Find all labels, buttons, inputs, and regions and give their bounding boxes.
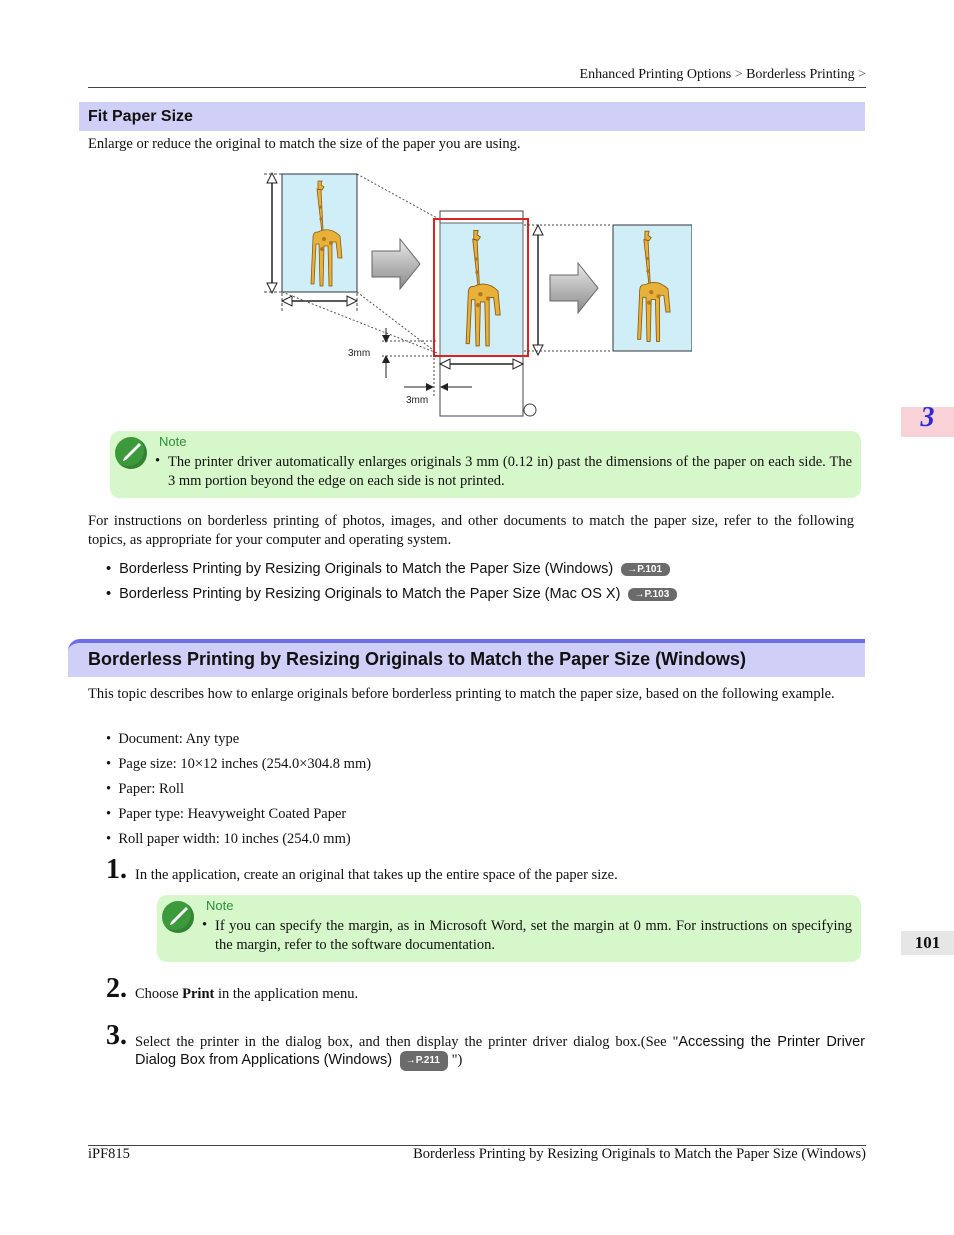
instructions-text: For instructions on borderless printing of photos, images, and other documents to match the paper size, refer to the following topics, as appropriate for your computer and operating system. (88, 513, 854, 548)
breadcrumb-separator: > (858, 67, 866, 82)
note-text: If you can specify the margin, as in Microsoft Word, set the margin at 0 mm. For instructions on specifying the margin, refer to the software documentation. (215, 918, 852, 953)
page-number: 101 (914, 933, 941, 952)
list-item: • Roll paper width: 10 inches (254.0 mm) (106, 831, 351, 847)
list-item: • Paper type: Heavyweight Coated Paper (106, 806, 347, 822)
page-ref-badge[interactable]: →P.211 (400, 1051, 448, 1071)
footer-topic: Borderless Printing by Resizing Originals to Match the Paper Size (Windows) (413, 1146, 866, 1162)
menu-item-print: Print (182, 986, 215, 1002)
link-macos[interactable]: • Borderless Printing by Resizing Originals to Match the Paper Size (Mac OS X) →P.103 (106, 586, 677, 602)
arrow-right-icon (372, 239, 420, 289)
step-number-1: 1. (106, 854, 127, 885)
page-ref-badge[interactable]: →P.103 (628, 588, 677, 601)
section-title-fit-paper-size: Fit Paper Size (88, 108, 193, 125)
note-text: The printer driver automatically enlarges originals 3 mm (0.12 in) past the dimensions of the paper on each side. The 3 mm portion beyond the edge on each side is not printed. (168, 454, 852, 489)
list-item: • Paper: Roll (106, 781, 184, 797)
fit-intro-text: Enlarge or reduce the original to match the size of the paper you are using. (88, 136, 521, 152)
figure-label-3mm-vertical: 3mm (348, 348, 371, 359)
section-bar-fit-paper-size (79, 102, 865, 131)
note-label: Note (159, 434, 187, 449)
chapter-number: 3 (920, 402, 935, 433)
fit-paper-size-figure (262, 163, 692, 423)
figure-label-3mm-horizontal: 3mm (406, 395, 429, 406)
footer-model: iPF815 (88, 1146, 130, 1162)
link-windows[interactable]: • Borderless Printing by Resizing Originals to Match the Paper Size (Windows) →P.101 (106, 561, 670, 577)
note-label: Note (206, 898, 234, 913)
breadcrumb-item-enhanced[interactable]: Enhanced Printing Options (579, 67, 732, 82)
step-text-3: Select the printer in the dialog box, and then display the printer driver dialog box.(See "Accessing the Printer Driver Dialog Box from Applications (Windows) →P.211 ") (135, 1033, 865, 1071)
header-rule (88, 87, 866, 88)
page-ref-badge[interactable]: →P.101 (621, 563, 670, 576)
link-accessing-driver[interactable]: Accessing the Printer Driver Dialog Box from Applications (Windows) (135, 1034, 865, 1068)
list-item: • Page size: 10×12 inches (254.0×304.8 mm) (106, 756, 372, 772)
step-text-1: In the application, create an original that takes up the entire space of the paper size. (135, 867, 618, 883)
breadcrumb-item-borderless[interactable]: Borderless Printing (746, 67, 855, 82)
step-text-2: Choose Print in the application menu. (135, 986, 359, 1002)
note-bullet: • (202, 917, 208, 933)
link-label[interactable]: Borderless Printing by Resizing Originals to Match the Paper Size (Windows) (119, 561, 614, 577)
step-number-2: 2. (106, 973, 127, 1004)
windows-intro-text: This topic describes how to enlarge originals before borderless printing to match the paper size, based on the following example. (88, 686, 835, 702)
pencil-note-icon (115, 437, 147, 469)
section-title-windows: Borderless Printing by Resizing Originals to Match the Paper Size (Windows) (88, 649, 746, 669)
breadcrumb-separator: > (734, 67, 743, 82)
pencil-note-icon (162, 901, 194, 933)
breadcrumb (580, 67, 866, 83)
link-label[interactable]: Borderless Printing by Resizing Originals to Match the Paper Size (Mac OS X) (119, 586, 621, 602)
note-bullet: • (155, 453, 161, 469)
step-number-3: 3. (106, 1020, 127, 1051)
list-item: • Document: Any type (106, 731, 240, 747)
